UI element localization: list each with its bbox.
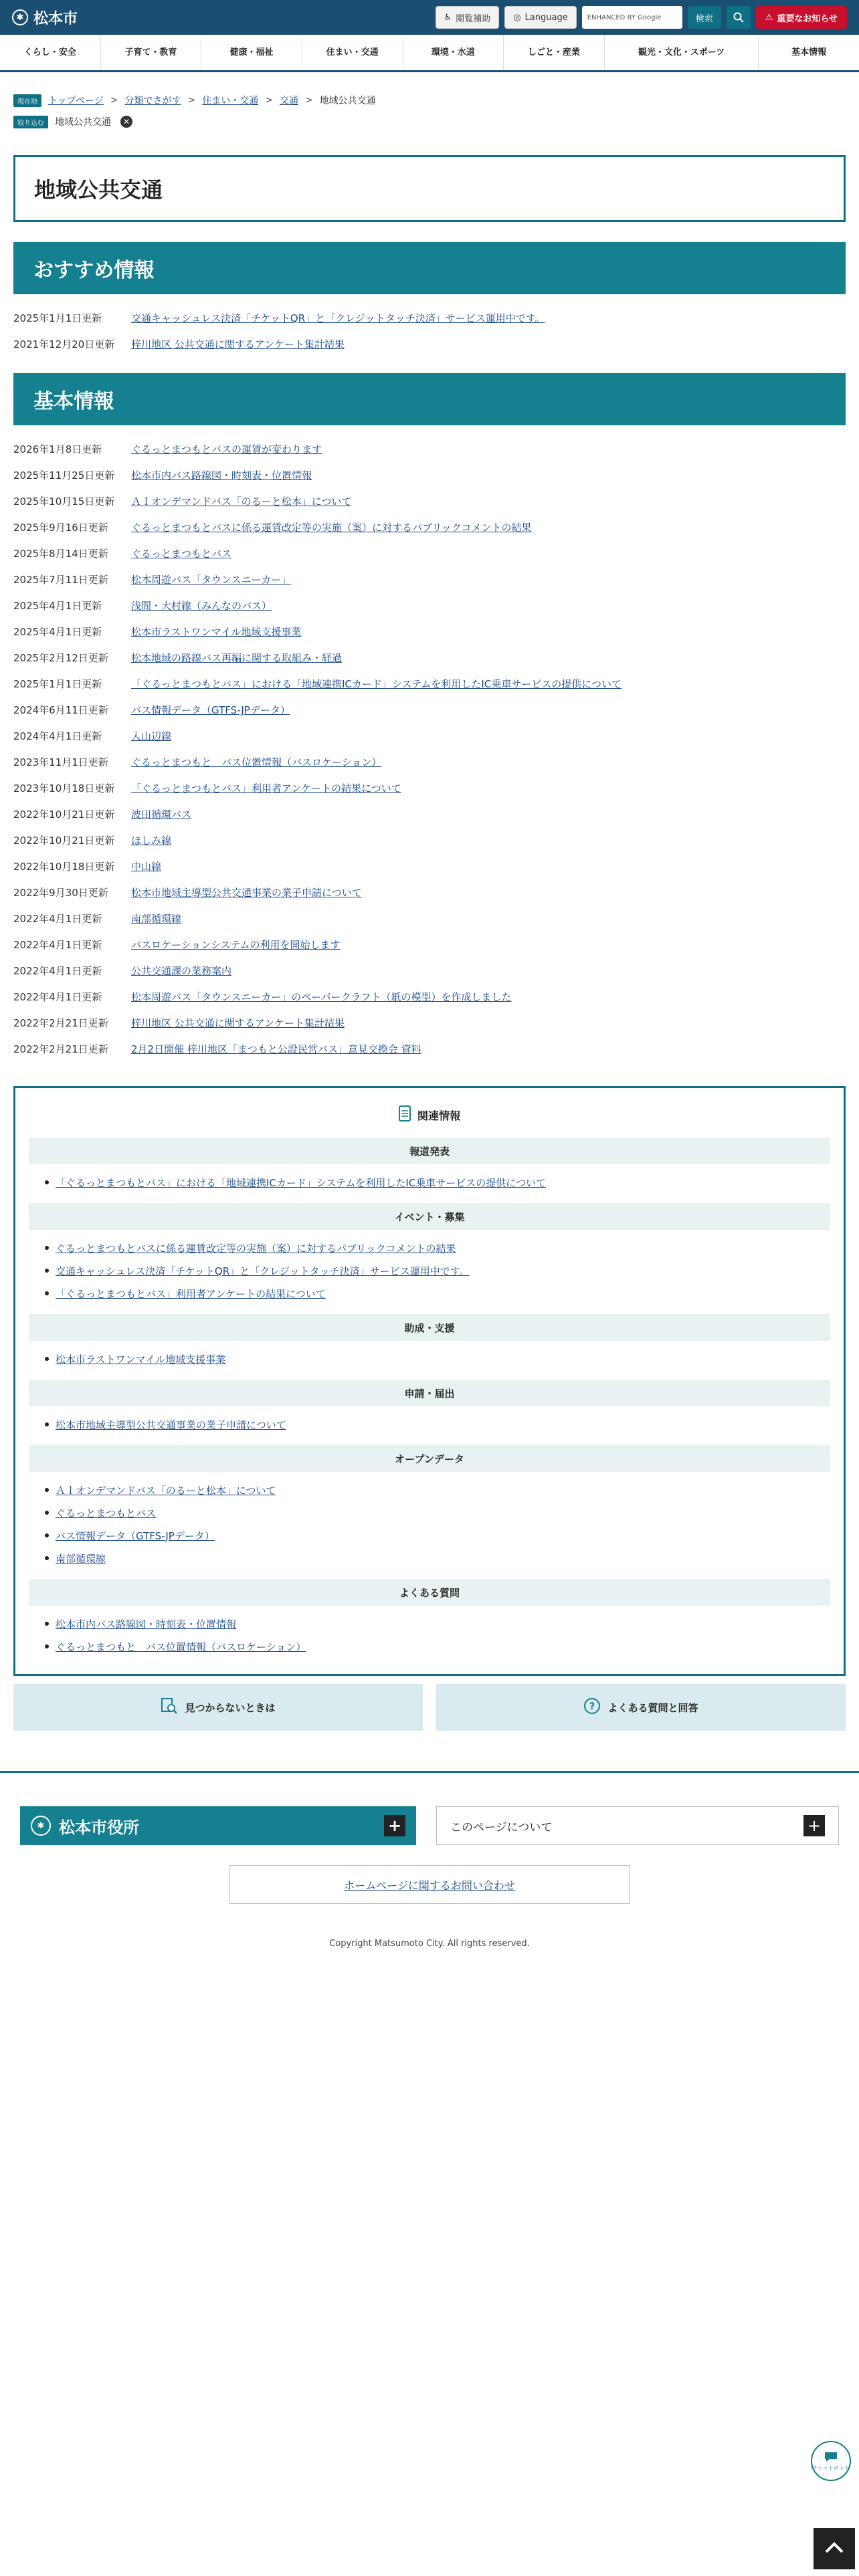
related-link-item: [45, 1501, 830, 1524]
list-item: [13, 488, 846, 514]
not-found-button[interactable]: 見つからないときは: [13, 1684, 423, 1731]
bullet-icon: [45, 1291, 49, 1295]
filter-tag: 絞り込む: [13, 116, 48, 128]
filter-value: 地域公共交通: [55, 117, 111, 128]
important-notice-button[interactable]: ⚠ 重要なお知らせ: [756, 6, 847, 29]
update-date: 2025年4月1日更新: [13, 626, 102, 638]
list-item: [13, 958, 846, 984]
bullet-icon: [45, 1269, 49, 1273]
article-link[interactable]: 松本市ラストワンマイル地域支援事業: [131, 626, 302, 638]
article-link[interactable]: 2月2日開催 梓川地区「まつもと公設民営バス」意見交換会 資料: [131, 1043, 421, 1055]
list-item: [13, 671, 846, 697]
recommended-heading: おすすめ情報: [13, 242, 846, 294]
article-link[interactable]: ＡＩオンデマンドバス「のるーと松本」について: [131, 496, 352, 508]
related-link[interactable]: バス情報データ（GTFS-JPデータ）: [56, 1529, 215, 1542]
list-item: [13, 775, 846, 801]
document-icon: [399, 1105, 411, 1124]
article-link[interactable]: 松本周遊バス「タウンスニーカー」: [131, 574, 292, 586]
list-item: [13, 879, 846, 905]
footer-divider: [0, 1771, 859, 1773]
article-link[interactable]: 梓川地区 公共交通に関するアンケート集計結果: [131, 1017, 345, 1029]
city-hall-accordion[interactable]: ✱ 松本市役所 +: [20, 1806, 416, 1845]
article-link[interactable]: 松本市地域主導型公共交通事業の業子申請について: [131, 887, 362, 899]
search-button[interactable]: 検索: [688, 6, 721, 29]
list-item: [13, 932, 846, 958]
article-link[interactable]: ほしみ線: [131, 835, 172, 847]
related-link[interactable]: 南部循環線: [56, 1552, 106, 1565]
update-date: 2023年11月1日更新: [13, 756, 108, 768]
update-date: 2021年12月20日更新: [13, 338, 115, 350]
gnav-item[interactable]: 基本情報: [791, 47, 827, 58]
gnav-item[interactable]: 健康・福祉: [201, 35, 302, 70]
related-link[interactable]: 松本市内バス路線図・時刻表・位置情報: [56, 1618, 237, 1630]
update-date: 2022年4月1日更新: [13, 939, 102, 951]
reading-support-button[interactable]: ♿ 閲覧補助: [436, 6, 500, 29]
update-date: 2025年11月25日更新: [13, 469, 115, 481]
related-link-item: [45, 1547, 830, 1570]
update-date: 2026年1月8日更新: [13, 443, 102, 455]
related-link-item: [45, 1479, 830, 1501]
update-date: 2025年2月12日更新: [13, 652, 108, 664]
remove-filter-icon[interactable]: ✕: [120, 116, 132, 128]
related-category-heading: 助成・支援: [29, 1314, 830, 1341]
article-link[interactable]: ぐるっとまつもとバスの運賃が変わります: [131, 443, 322, 455]
related-category-heading: 申請・届出: [29, 1380, 830, 1406]
bullet-icon: [45, 1556, 49, 1560]
article-link[interactable]: 梓川地区 公共交通に関するアンケート集計結果: [131, 338, 345, 350]
related-link-item: [45, 1524, 830, 1547]
related-link-item: [45, 1259, 830, 1282]
list-item: [13, 749, 846, 775]
bullet-icon: [45, 1246, 49, 1250]
update-date: 2024年4月1日更新: [13, 730, 102, 742]
related-link[interactable]: 松本市ラストワンマイル地域支援事業: [56, 1353, 226, 1366]
breadcrumb-current: 地域公共交通: [319, 96, 376, 106]
update-date: 2025年1月1日更新: [13, 678, 102, 690]
chevron-up-icon: [825, 2541, 844, 2556]
list-item: [13, 697, 846, 723]
article-link[interactable]: 交通キャッシュレス決済「チケットQR」と「クレジットタッチ決済」サービス運用中です。: [131, 312, 545, 324]
list-item: [13, 566, 846, 593]
search-icon[interactable]: [727, 6, 751, 29]
related-link[interactable]: ぐるっとまつもとバスに係る運賃改定等の実施（案）に対するパブリックコメントの結果: [56, 1242, 456, 1255]
breadcrumb-link[interactable]: 分類でさがす: [124, 96, 181, 106]
bullet-icon: [45, 1622, 49, 1626]
article-link[interactable]: 浅間・大村線（みんなのバス）: [131, 600, 272, 612]
article-link[interactable]: 入山辺線: [131, 730, 172, 742]
list-item: [13, 331, 846, 357]
basic-info-heading: 基本情報: [13, 373, 846, 425]
list-item: [13, 1010, 846, 1036]
gnav-item[interactable]: 子育て・教育: [101, 35, 202, 70]
update-date: 2025年4月1日更新: [13, 600, 102, 612]
update-date: 2025年10月15日更新: [13, 496, 115, 508]
faq-button[interactable]: ? よくある質問と回答: [436, 1684, 846, 1731]
chatbot-button[interactable]: チャットボット: [811, 2441, 851, 2481]
article-link[interactable]: ぐるっとまつもと バス位置情報（バスロケーション）: [131, 756, 382, 768]
article-link[interactable]: 公共交通課の業務案内: [131, 965, 232, 977]
list-item: [13, 1036, 846, 1062]
list-item: [13, 827, 846, 853]
list-item: [13, 593, 846, 619]
article-link[interactable]: ぐるっとまつもとバスに係る運賃改定等の実施（案）に対するパブリックコメントの結果: [131, 522, 532, 534]
article-link[interactable]: 中山線: [131, 861, 162, 873]
bullet-icon: [45, 1357, 49, 1361]
update-date: 2022年10月21日更新: [13, 835, 115, 847]
update-date: 2022年4月1日更新: [13, 913, 102, 925]
list-item: [13, 462, 846, 488]
bullet-icon: [45, 1488, 49, 1492]
site-name: 松本市: [33, 10, 78, 27]
update-date: 2022年4月1日更新: [13, 965, 102, 977]
language-button[interactable]: ◎ Language: [504, 6, 577, 29]
search-input[interactable]: ENHANCED BY Google: [582, 6, 682, 29]
related-link-item: [45, 1282, 830, 1305]
breadcrumb-link[interactable]: 交通: [279, 96, 298, 106]
contact-button[interactable]: ホームページに関するお問い合わせ: [229, 1865, 630, 1904]
update-date: 2022年10月18日更新: [13, 861, 115, 873]
city-emblem-icon: ✱: [12, 9, 28, 25]
list-item: [13, 853, 846, 879]
related-link[interactable]: 交通キャッシュレス決済「チケットQR」と「クレジットタッチ決済」サービス運用中です。: [56, 1265, 470, 1277]
related-info-title: 関連情報: [29, 1101, 830, 1128]
gnav-item[interactable]: 環境・水道: [403, 35, 504, 70]
svg-text:?: ?: [589, 1701, 595, 1712]
related-link-item: [45, 1237, 830, 1259]
related-link[interactable]: ＡＩオンデマンドバス「のるーと松本」について: [56, 1484, 276, 1497]
site-logo[interactable]: [12, 7, 78, 28]
plus-icon: +: [384, 1815, 405, 1836]
related-link-item: [45, 1348, 830, 1370]
update-date: 2025年9月16日更新: [13, 522, 108, 534]
related-category-heading: オープンデータ: [29, 1445, 830, 1472]
bullet-icon: [45, 1511, 49, 1515]
global-nav: [0, 35, 859, 72]
warning-icon: ⚠: [765, 12, 773, 23]
update-date: 2022年2月21日更新: [13, 1043, 108, 1055]
related-info-box: [13, 1086, 846, 1676]
recommended-list: [13, 305, 846, 357]
list-item: [13, 305, 846, 331]
list-item: [13, 905, 846, 932]
gnav-item[interactable]: しごと・産業: [504, 35, 605, 70]
city-emblem-icon: ✱: [31, 1816, 51, 1836]
gnav-item[interactable]: 観光・文化・スポーツ: [605, 35, 759, 70]
bullet-icon: [45, 1533, 49, 1537]
update-date: 2022年10月21日更新: [13, 809, 115, 821]
chat-icon: [824, 2451, 838, 2464]
accessibility-icon: ♿: [444, 12, 452, 23]
question-icon: [583, 1697, 601, 1717]
article-link[interactable]: ぐるっとまつもとバス: [131, 548, 232, 560]
breadcrumb-link[interactable]: 住まい・交通: [202, 96, 259, 106]
bullet-icon: [45, 1422, 49, 1426]
article-link[interactable]: 松本市内バス路線図・時刻表・位置情報: [131, 469, 312, 481]
article-link[interactable]: 松本地域の路線バス再編に関する取組み・経過: [131, 652, 343, 664]
list-item: [13, 801, 846, 827]
bullet-icon: [45, 1180, 49, 1184]
related-link[interactable]: ぐるっとまつもとバス: [56, 1507, 157, 1519]
site-header: [0, 0, 859, 35]
page-top-button[interactable]: [814, 2528, 855, 2569]
basic-info-list: [13, 436, 846, 1062]
related-category-heading: イベント・募集: [29, 1203, 830, 1230]
article-link[interactable]: 松本周遊バス「タウンスニーカー」のペーパークラフト（紙の模型）を作成しました: [131, 991, 512, 1003]
breadcrumb-link[interactable]: トップページ: [48, 96, 104, 106]
related-link-item: [45, 1612, 830, 1635]
breadcrumb: 現在地 トップページ > 分類でさがす > 住まい・交通 > 交通 > 地域公共交通 絞り込む 地域公共交通 ✕: [0, 91, 859, 131]
copyright: Copyright Matsumoto City. All rights reserved.: [329, 1939, 530, 1949]
related-link[interactable]: 松本市地域主導型公共交通事業の業子申請について: [56, 1418, 286, 1431]
plus-icon: +: [803, 1815, 825, 1836]
article-link[interactable]: バスロケーションシステムの利用を開始します: [131, 939, 341, 951]
list-item: [13, 436, 846, 462]
about-page-accordion[interactable]: このページについて +: [436, 1806, 839, 1845]
list-item: [13, 645, 846, 671]
related-link-item: [45, 1171, 830, 1194]
list-item: [13, 619, 846, 645]
list-item: [13, 723, 846, 749]
related-link[interactable]: 「ぐるっとまつもとバス」利用者アンケートの結果について: [56, 1287, 326, 1300]
article-link[interactable]: 「ぐるっとまつもとバス」における「地域連携ICカード」システムを利用したIC乗車サービスの提供について: [131, 678, 622, 690]
related-category-heading: 報道発表: [29, 1138, 830, 1164]
related-link-item: [45, 1413, 830, 1436]
update-date: 2025年8月14日更新: [13, 548, 108, 560]
update-date: 2025年7月11日更新: [13, 574, 108, 586]
gnav-item[interactable]: くらし・安全: [0, 35, 101, 70]
bullet-icon: [45, 1644, 49, 1648]
article-link[interactable]: 波田循環バス: [131, 809, 192, 821]
list-item: [13, 514, 846, 540]
update-date: 2022年9月30日更新: [13, 887, 108, 899]
current-location-tag: 現在地: [13, 94, 41, 107]
update-date: 2023年10月18日更新: [13, 782, 115, 794]
list-item: [13, 984, 846, 1010]
related-link-item: [45, 1635, 830, 1658]
update-date: 2025年1月1日更新: [13, 312, 102, 324]
update-date: 2022年2月21日更新: [13, 1017, 108, 1029]
search-document-icon: [161, 1697, 178, 1717]
globe-icon: ◎: [513, 12, 521, 23]
article-link[interactable]: 南部循環線: [131, 913, 182, 925]
article-link[interactable]: バス情報データ（GTFS-JPデータ）: [131, 704, 290, 716]
article-link[interactable]: 「ぐるっとまつもとバス」利用者アンケートの結果について: [131, 782, 401, 794]
list-item: [13, 540, 846, 566]
related-link[interactable]: 「ぐるっとまつもとバス」における「地域連携ICカード」システムを利用したIC乗車サービスの提供について: [56, 1176, 546, 1189]
update-date: 2022年4月1日更新: [13, 991, 102, 1003]
related-category-heading: よくある質問: [29, 1579, 830, 1606]
page-title: 地域公共交通: [13, 155, 846, 222]
update-date: 2024年6月11日更新: [13, 704, 108, 716]
gnav-item[interactable]: 住まい・交通: [302, 35, 403, 70]
related-link[interactable]: ぐるっとまつもと バス位置情報（バスロケーション）: [56, 1640, 306, 1653]
